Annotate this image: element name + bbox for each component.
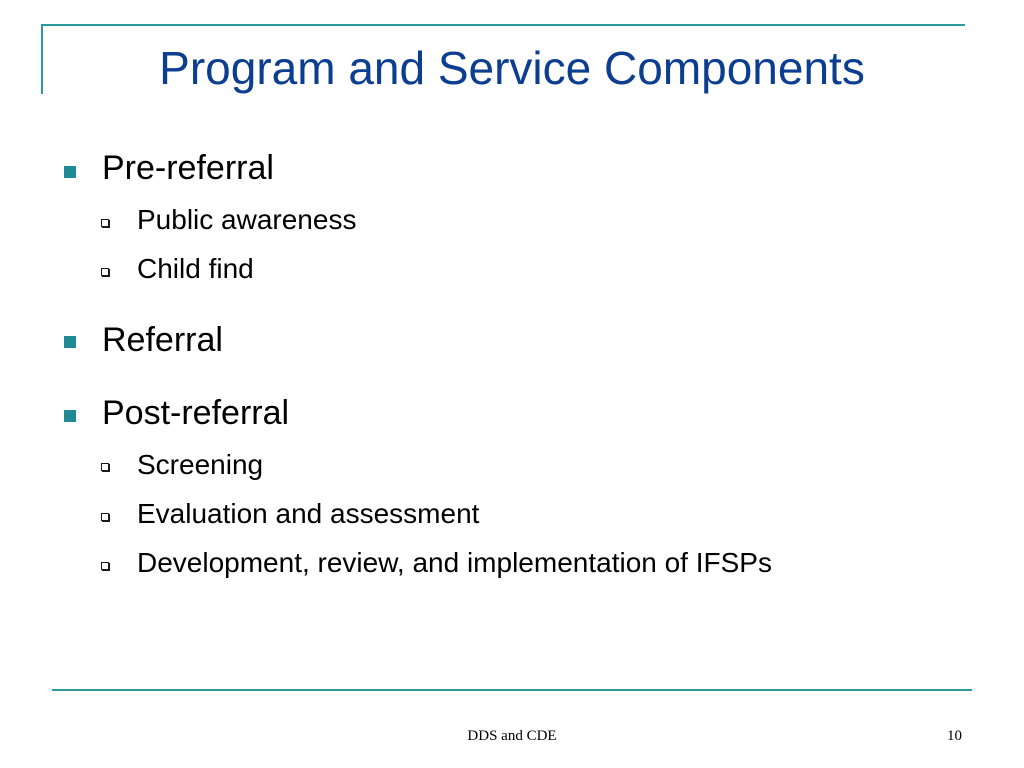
bullet-post-referral: Post-referral	[102, 394, 290, 432]
footer-rule	[52, 689, 972, 691]
subitem-public-awareness: Public awareness	[137, 204, 357, 235]
footer-text: DDS and CDE	[467, 728, 557, 744]
subitem-child-find: Child find	[137, 253, 254, 284]
bullet-referral: Referral	[102, 321, 223, 359]
subitem-screening: Screening	[137, 449, 264, 480]
bullet-pre-referral: Pre-referral	[102, 149, 274, 187]
hollow-square-bullet-icon	[101, 268, 109, 276]
square-bullet-icon	[64, 336, 76, 348]
page-number: 10	[947, 728, 962, 744]
slide-title: Program and Service Components	[159, 42, 865, 94]
hollow-square-bullet-icon	[101, 513, 109, 521]
hollow-square-bullet-icon	[101, 463, 109, 471]
hollow-square-bullet-icon	[101, 219, 109, 227]
subitem-ifsp: Development, review, and implementation of IFSPs	[137, 547, 772, 578]
square-bullet-icon	[64, 410, 76, 422]
subitem-evaluation: Evaluation and assessment	[137, 498, 480, 529]
hollow-square-bullet-icon	[101, 562, 109, 570]
square-bullet-icon	[64, 166, 76, 178]
